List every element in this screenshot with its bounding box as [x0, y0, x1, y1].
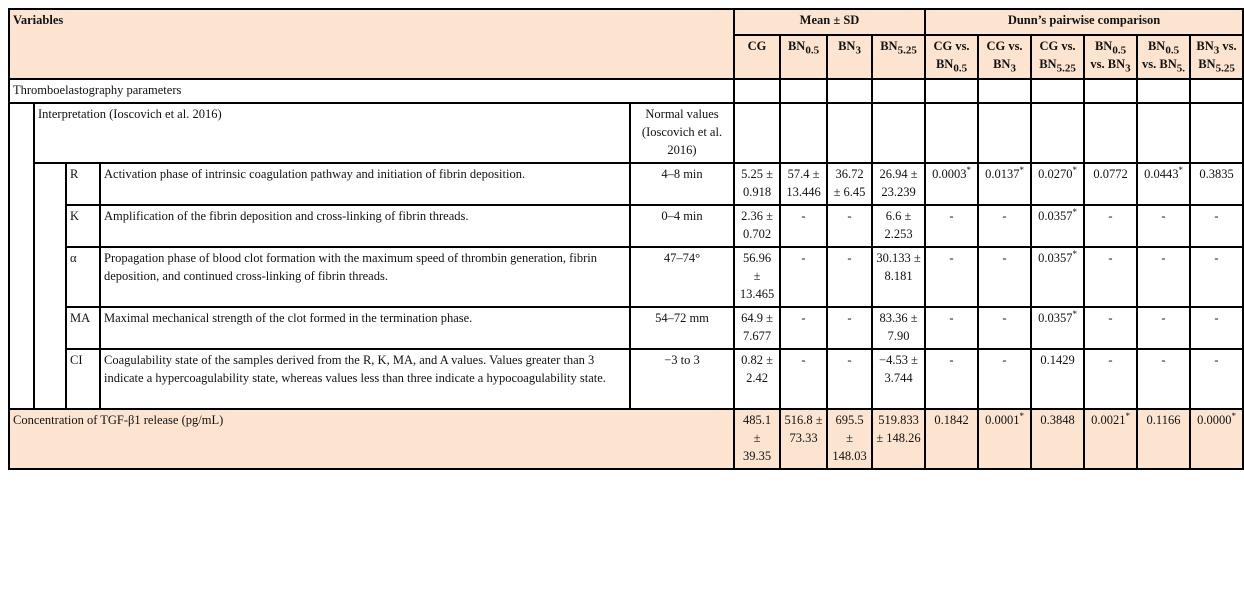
comparison-header-cg-bn3: CG vs. BN3	[978, 35, 1031, 79]
p-value: 0.0021*	[1084, 409, 1137, 469]
p-value: 0.3848	[1031, 409, 1084, 469]
p-value: -	[978, 247, 1031, 307]
p-value: -	[1137, 349, 1190, 409]
param-symbol: K	[66, 205, 100, 247]
table-row	[9, 205, 1243, 247]
param-description: Propagation phase of blood clot formation with the maximum speed of thrombin generation, fibrin deposition, and continued cross-linking of fibrin threads.	[100, 247, 630, 307]
results-table	[8, 8, 1244, 470]
p-value: -	[1137, 247, 1190, 307]
p-value: 0.0270*	[1031, 163, 1084, 205]
p-value: 0.0357*	[1031, 205, 1084, 247]
group-header-bn3: BN3	[827, 35, 872, 79]
tgf-label: Concentration of TGF-β1 release (pg/mL)	[9, 409, 734, 469]
p-value: -	[925, 307, 978, 349]
mean-bn525: −4.53 ± 3.744	[872, 349, 925, 409]
p-value: 0.0357*	[1031, 247, 1084, 307]
p-value: -	[1084, 247, 1137, 307]
mean-bn05: -	[780, 307, 827, 349]
dunn-header: Dunn’s pairwise comparison	[925, 9, 1243, 35]
p-value: -	[1137, 205, 1190, 247]
mean-cg: 5.25 ± 0.918	[734, 163, 780, 205]
p-value: 0.0000*	[1190, 409, 1243, 469]
p-value: -	[1137, 307, 1190, 349]
p-value: 0.1429	[1031, 349, 1084, 409]
indent-cell	[34, 163, 66, 409]
p-value: -	[1190, 307, 1243, 349]
p-value: -	[925, 205, 978, 247]
mean-bn05: 57.4 ± 13.446	[780, 163, 827, 205]
p-value: -	[978, 349, 1031, 409]
comparison-header-cg-bn525: CG vs. BN5.25	[1031, 35, 1084, 79]
p-value: 0.0137*	[978, 163, 1031, 205]
comparison-header-bn3-bn525: BN3 vs. BN5.25	[1190, 35, 1243, 79]
mean-bn525: 6.6 ± 2.253	[872, 205, 925, 247]
mean-cg: 56.96 ± 13.465	[734, 247, 780, 307]
p-value: -	[1084, 307, 1137, 349]
p-value: 0.3835	[1190, 163, 1243, 205]
mean-sd-header: Mean ± SD	[734, 9, 925, 35]
comparison-header-bn05-bn525: BN0.5 vs. BN5.	[1137, 35, 1190, 79]
mean-bn3: -	[827, 307, 872, 349]
p-value: 0.0001*	[978, 409, 1031, 469]
param-description: Activation phase of intrinsic coagulation pathway and initiation of fibrin deposition.	[100, 163, 630, 205]
indent-cell	[9, 103, 34, 409]
p-value: -	[1190, 247, 1243, 307]
mean-bn3: -	[827, 205, 872, 247]
results-table-container	[8, 8, 1244, 470]
param-symbol: MA	[66, 307, 100, 349]
mean-bn525: 30.133 ± 8.181	[872, 247, 925, 307]
param-symbol: CI	[66, 349, 100, 409]
mean-bn525: 519.833 ± 148.26	[872, 409, 925, 469]
normal-value: 4–8 min	[630, 163, 734, 205]
mean-bn05: -	[780, 205, 827, 247]
mean-cg: 64.9 ± 7.677	[734, 307, 780, 349]
mean-bn525: 83.36 ± 7.90	[872, 307, 925, 349]
p-value: -	[1190, 205, 1243, 247]
p-value: -	[978, 307, 1031, 349]
comparison-header-bn05-bn3: BN0.5 vs. BN3	[1084, 35, 1137, 79]
interpretation-label: Interpretation (Ioscovich et al. 2016)	[34, 103, 630, 163]
normal-values-header: Normal values (Ioscovich et al. 2016)	[630, 103, 734, 163]
p-value: -	[1084, 349, 1137, 409]
mean-cg: 2.36 ± 0.702	[734, 205, 780, 247]
param-description: Amplification of the fibrin deposition and cross-linking of fibrin threads.	[100, 205, 630, 247]
p-value: -	[978, 205, 1031, 247]
mean-bn05: -	[780, 349, 827, 409]
p-value: 0.0357*	[1031, 307, 1084, 349]
mean-cg: 485.1 ± 39.35	[734, 409, 780, 469]
param-symbol: R	[66, 163, 100, 205]
mean-bn05: 516.8 ± 73.33	[780, 409, 827, 469]
p-value: -	[925, 247, 978, 307]
table-row	[9, 247, 1243, 307]
normal-value: 54–72 mm	[630, 307, 734, 349]
p-value: 0.1166	[1137, 409, 1190, 469]
normal-value: −3 to 3	[630, 349, 734, 409]
table-row	[9, 163, 1243, 205]
mean-bn3: 36.72 ± 6.45	[827, 163, 872, 205]
mean-bn3: -	[827, 247, 872, 307]
p-value: 0.0772	[1084, 163, 1137, 205]
p-value: -	[1190, 349, 1243, 409]
variables-header: Variables	[9, 9, 734, 79]
table-row	[9, 409, 1243, 469]
normal-value: 0–4 min	[630, 205, 734, 247]
p-value: 0.0003*	[925, 163, 978, 205]
group-header-cg: CG	[734, 35, 780, 79]
table-row	[9, 307, 1243, 349]
table-row	[9, 349, 1243, 409]
param-symbol: α	[66, 247, 100, 307]
mean-cg: 0.82 ± 2.42	[734, 349, 780, 409]
p-value: 0.0443*	[1137, 163, 1190, 205]
mean-bn05: -	[780, 247, 827, 307]
section-teg-label: Thromboelastography parameters	[9, 79, 734, 103]
mean-bn3: 695.5 ± 148.03	[827, 409, 872, 469]
group-header-bn525: BN5.25	[872, 35, 925, 79]
p-value: -	[1084, 205, 1137, 247]
normal-value: 47–74°	[630, 247, 734, 307]
comparison-header-cg-bn05: CG vs. BN0.5	[925, 35, 978, 79]
group-header-bn05: BN0.5	[780, 35, 827, 79]
param-description: Maximal mechanical strength of the clot formed in the termination phase.	[100, 307, 630, 349]
mean-bn3: -	[827, 349, 872, 409]
p-value: 0.1842	[925, 409, 978, 469]
p-value: -	[925, 349, 978, 409]
mean-bn525: 26.94 ± 23.239	[872, 163, 925, 205]
param-description: Coagulability state of the samples derived from the R, K, MA, and A values. Values greater than 3 indicate a hypercoagulability state, whereas values less than three indicate a hypocoagulability state.	[100, 349, 630, 409]
